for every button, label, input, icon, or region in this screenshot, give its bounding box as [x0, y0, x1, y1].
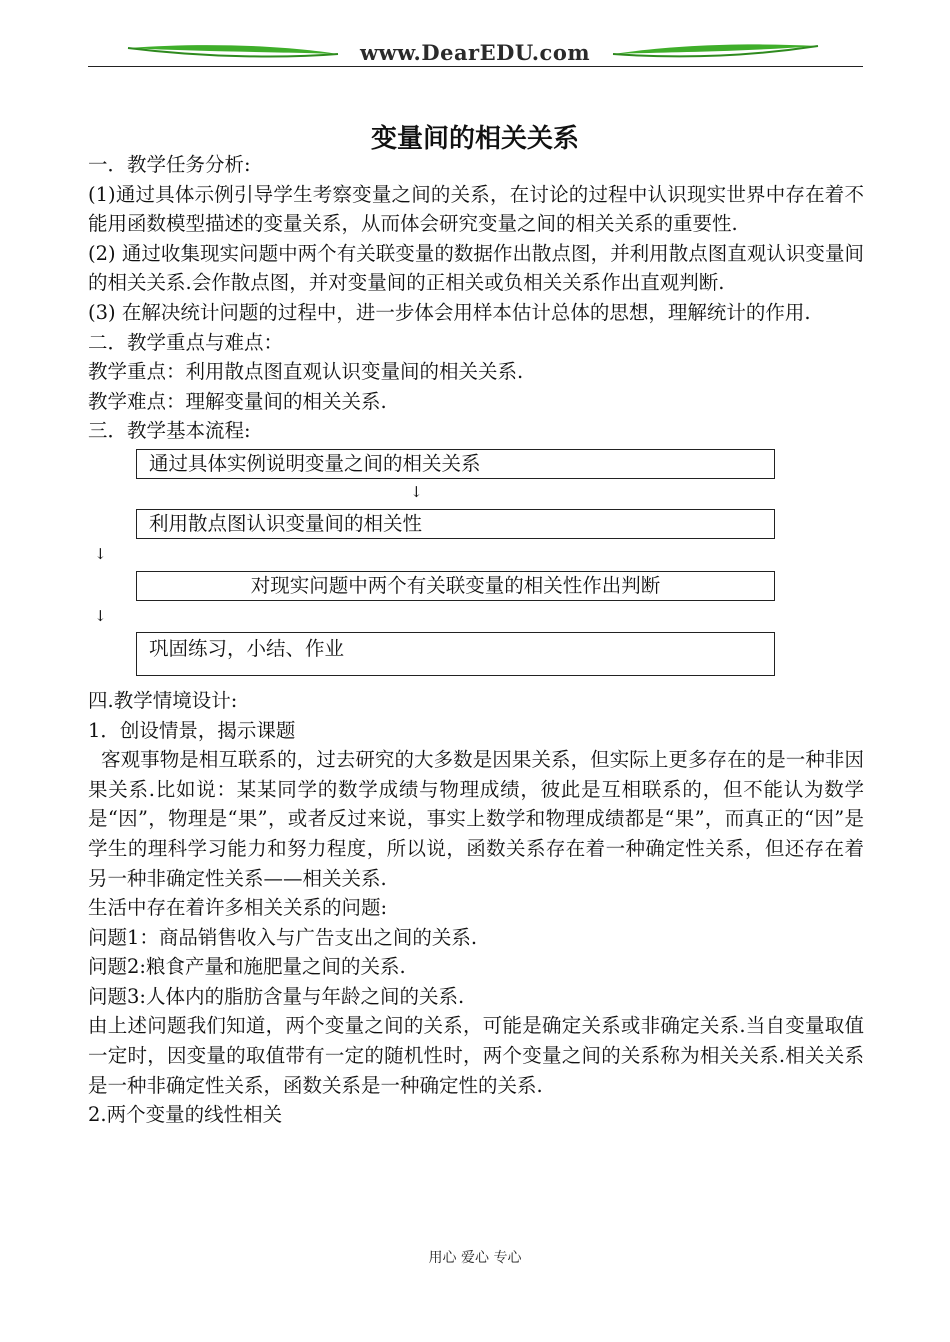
problem-2: 问题2:粮食产量和施肥量之间的关系. [88, 955, 406, 979]
flow-arrow-3: ↓ [94, 606, 107, 625]
section1-item2: (2) 通过收集现实问题中两个有关联变量的数据作出散点图，并利用散点图直观认识变量间的相关关系.会作散点图，并对变量间的正相关或负相关关系作出直观判断. [88, 241, 864, 295]
section1-item3: (3) 在解决统计问题的过程中，进一步体会用样本估计总体的思想，理解统计的作用. [88, 300, 811, 324]
problem-1: 问题1：商品销售收入与广告支出之间的关系. [88, 925, 478, 949]
site-logo[interactable]: www.DearEDU.com [359, 40, 591, 65]
life-intro: 生活中存在着许多相关关系的问题: [88, 896, 388, 920]
problem-3: 问题3:人体内的脂肪含量与年龄之间的关系. [88, 984, 465, 1008]
flow-arrow-2: ↓ [94, 544, 107, 563]
flow-arrow-1: ↓ [410, 482, 423, 501]
flow-step-1: 通过具体实例说明变量之间的相关关系 [136, 449, 775, 479]
page-title: 变量间的相关关系 [370, 124, 579, 154]
header-divider [88, 66, 863, 67]
conclusion-paragraph: 由上述问题我们知道，两个变量之间的关系，可能是确定关系或非确定关系.当自变量取值一定时，因变量的取值带有一定的随机性时，两个变量之间的关系称为相关关系.相关关系是一种非确定性关系，函数关系是一种确定性的关系. [88, 1014, 864, 1097]
sub1-paragraph: 客观事物是相互联系的，过去研究的大多数是因果关系，但实际上更多存在的是一种非因果关系.比如说：某某同学的数学成绩与物理成绩，彼此是互相联系的，但不能认为数学是“因”，物理是“果”，或者反过来说，事实上数学和物理成绩都是“果”，而真正的“因”是学生的理科学习能力和努力程度，所以说，函数关系存在着一种确定性关系，但还存在着另一种非确定性关系——相关关系. [88, 748, 864, 890]
sub1-heading: 1．创设情景，揭示课题 [88, 718, 296, 742]
sub2-heading: 2.两个变量的线性相关 [88, 1103, 283, 1127]
section1-item1: (1)通过具体示例引导学生考察变量之间的关系，在讨论的过程中认识现实世界中存在着不能用函数模型描述的变量关系，从而体会研究变量之间的相关关系的重要性. [88, 182, 864, 236]
document-body [88, 150, 864, 1130]
flow-step-3: 对现实问题中两个有关联变量的相关性作出判断 [136, 571, 775, 601]
flow-step-2: 利用散点图认识变量间的相关性 [136, 509, 775, 539]
page-footer: 用心 爱心 专心 [428, 1250, 522, 1266]
flowchart [88, 449, 864, 681]
key-point: 教学重点：利用散点图直观认识变量间的相关关系. [88, 360, 524, 384]
section2-heading: 二．教学重点与难点： [88, 330, 284, 354]
difficult-point: 教学难点：理解变量间的相关关系. [88, 389, 387, 413]
section4-heading: 四.教学情境设计: [88, 688, 238, 712]
section3-heading: 三．教学基本流程: [88, 419, 251, 443]
section1-heading: 一．教学任务分析: [88, 153, 251, 176]
flow-step-4: 巩固练习，小结、作业 [136, 632, 775, 676]
